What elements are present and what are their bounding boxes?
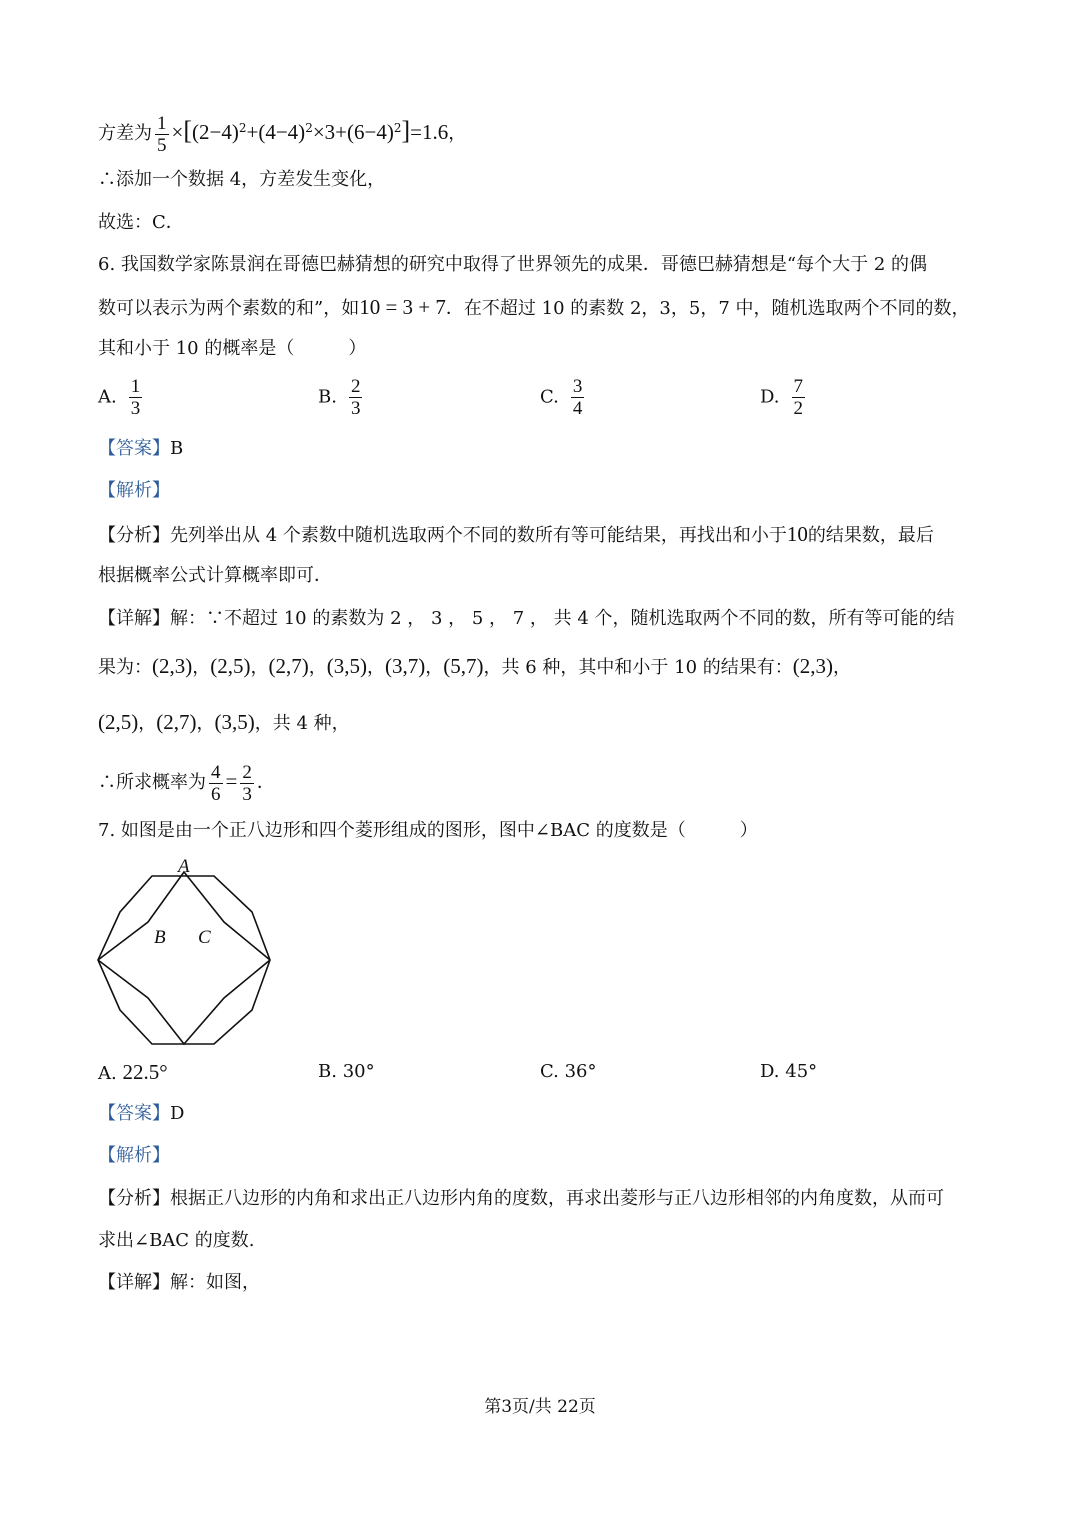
q6-option-d: D. $\frac{7}{2}$ — [760, 376, 804, 419]
rhombus-top — [98, 872, 270, 960]
q7-option-a: A. 22.5° — [98, 1060, 168, 1084]
q7-stem: 7. 如图是由一个正八边形和四个菱形组成的图形，图中∠BAC 的度数是（ ） — [98, 820, 758, 841]
q6-probability-line: ∴所求概率为 $\frac{4}{6}$ = $\frac{2}{3}$ ． — [98, 761, 275, 805]
q6-answer: 【答案】B — [98, 438, 184, 459]
label-a: A — [178, 856, 190, 877]
q5-conclusion: ∴添加一个数据 4，方差发生变化， — [98, 169, 386, 190]
q6-results-line: 果为：(2,3)，(2,5)，(2,7)，(3,5)，(3,7)，(5,7)，共 6 种，其中和小于 10 的结果有：(2,3)， — [98, 654, 851, 678]
q7-option-c: C. 36° — [540, 1061, 597, 1082]
label-b: B — [154, 927, 166, 948]
q7-answer: 【答案】D — [98, 1103, 185, 1124]
q6-stem-line2: 数可以表示为两个素数的和”，如10 = 3 + 7．在不超过 10 的素数 2，3，5，7 中，随机选取两个不同的数， — [98, 295, 970, 319]
q7-fenxi-line2: 求出∠BAC 的度数. — [98, 1230, 255, 1251]
q6-option-c: C. $\frac{3}{4}$ — [540, 376, 583, 419]
page-footer: 第3页/共 22页 — [484, 1397, 596, 1417]
q7-option-d: D. 45° — [760, 1061, 818, 1082]
q6-stem-line1: 6. 我国数学家陈景润在哥德巴赫猜想的研究中取得了世界领先的成果．哥德巴赫猜想是“每个大于 2 的偶 — [98, 254, 927, 275]
variance-line: 方差为 $\frac{1}{5}$ $\times[(2-4)^2+(4-4)^2\times 3+(6-4)^2]=1.6$， — [98, 112, 467, 156]
rhombus-bottom — [98, 960, 270, 1044]
label-c: C — [198, 927, 211, 948]
q7-xiangjie-line: 【详解】解：如图， — [98, 1272, 260, 1293]
variance-fraction: $\frac{1}{5}$ — [157, 112, 167, 156]
q6-xiangjie-line1: 【详解】解：∵不超过 10 的素数为 2 ， 3 ， 5 ， 7 ， 共 4 个，随机选取两个不同的数，所有等可能的结 — [98, 608, 955, 629]
q7-option-b: B. 30° — [318, 1061, 375, 1082]
octagon-rhombus-figure — [90, 852, 290, 1052]
q6-option-a: A. $\frac{1}{3}$ — [98, 376, 141, 419]
q6-results-line2: (2,5)，(2,7)，(3,5)，共 4 种， — [98, 710, 350, 734]
q6-fenxi-line1: 【分析】先列举出从 4 个素数中随机选取两个不同的数所有等可能结果，再找出和小于10的结果数，最后 — [98, 522, 934, 546]
q7-analysis-tag: 【解析】 — [98, 1145, 170, 1166]
q6-analysis-tag: 【解析】 — [98, 480, 170, 501]
q6-stem-line3: 其和小于 10 的概率是（ ） — [98, 338, 367, 359]
octagon — [98, 876, 270, 1044]
figure-lines — [98, 872, 270, 1044]
q5-choice: 故选：C． — [98, 212, 184, 233]
q7-fenxi-line1: 【分析】根据正八边形的内角和求出正八边形内角的度数，再求出菱形与正八边形相邻的内角度数，从而可 — [98, 1188, 944, 1209]
q6-option-b: B. $\frac{2}{3}$ — [318, 376, 361, 419]
q6-fenxi-line2: 根据概率公式计算概率即可． — [98, 565, 332, 586]
